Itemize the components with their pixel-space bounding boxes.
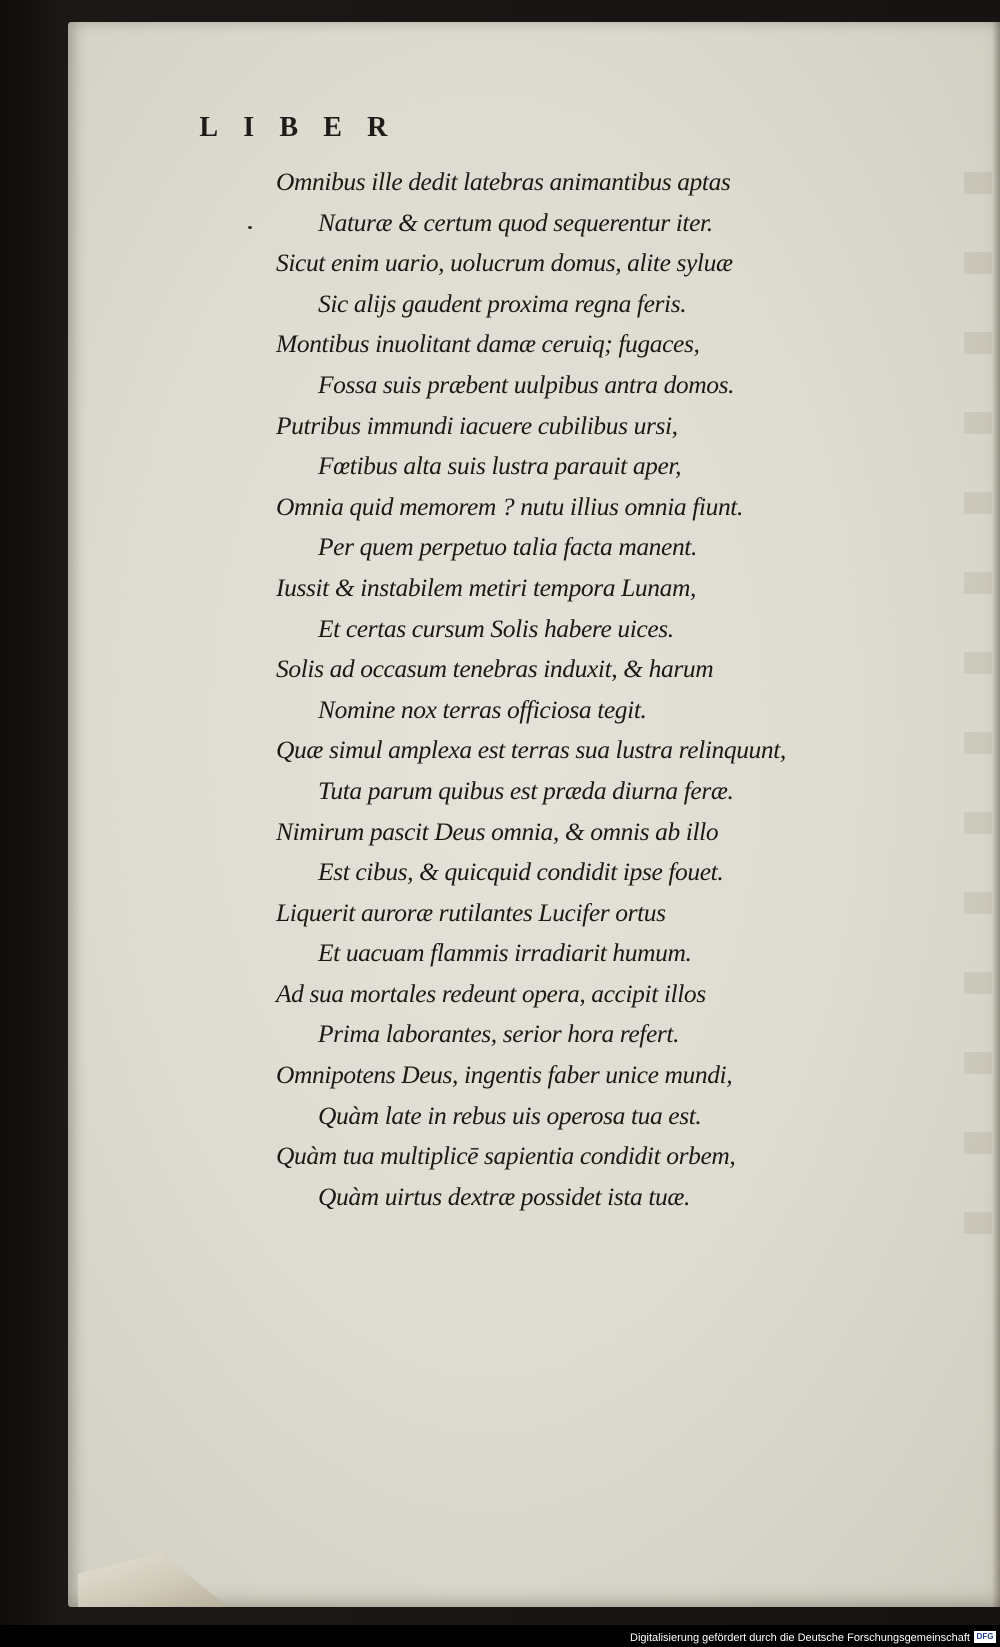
- verse-line: Sicut enim uario, uolucrum domus, alite syluæ: [276, 248, 733, 278]
- dfg-logo: DFG: [974, 1631, 996, 1643]
- verse-line: Putribus immundi iacuere cubilibus ursi,: [276, 410, 678, 440]
- verse-line: Omnibus ille dedit latebras animantibus aptas: [276, 167, 731, 196]
- verse-line: Omnia quid memorem ? nutu illius omnia fiunt.: [276, 491, 743, 521]
- verse-line: Prima laborantes, serior hora refert.: [318, 1019, 680, 1049]
- ink-speck: [248, 226, 252, 229]
- verse-line: Quàm uirtus dextræ possidet ista tuæ.: [318, 1181, 690, 1211]
- verse-line: Fœtibus alta suis lustra parauit aper,: [318, 451, 682, 481]
- footer-bar: [0, 1625, 1000, 1647]
- verse-line: Fossa suis præbent uulpibus antra domos.: [318, 369, 735, 399]
- verse-line: Omnipotens Deus, ingentis faber unice mundi,: [276, 1060, 733, 1090]
- verse-block: [276, 162, 916, 1217]
- verse-line: Nomine nox terras officiosa tegit.: [318, 694, 647, 724]
- verse-line: Quàm late in rebus uis operosa tua est.: [318, 1100, 702, 1130]
- verse-line: Ad sua mortales redeunt opera, accipit illos: [276, 978, 706, 1008]
- verse-line: Quæ simul amplexa est terras sua lustra relinquunt,: [276, 735, 786, 765]
- verse-line: Quàm tua multiplicē sapientia condidit orbem,: [276, 1141, 736, 1171]
- show-through-text: [964, 172, 992, 1272]
- verse-line: Et certas cursum Solis habere uices.: [318, 613, 674, 643]
- running-head: LIBER: [199, 112, 413, 143]
- verse-line: Naturæ & certum quod sequerentur iter.: [318, 207, 713, 237]
- verse-line: Est cibus, & quicquid condidit ipse fouet.: [318, 857, 724, 887]
- verse-line: Tuta parum quibus est præda diurna feræ.: [318, 775, 734, 805]
- verse-line: Nimirum pascit Deus omnia, & omnis ab illo: [276, 816, 719, 846]
- folded-corner: [78, 1552, 228, 1607]
- verse-line: Iussit & instabilem metiri tempora Lunam,: [276, 572, 696, 602]
- verse-line: Montibus inuolitant damæ ceruiq; fugaces,: [276, 329, 700, 359]
- verse-line: Per quem perpetuo talia facta manent.: [318, 532, 697, 562]
- verse-line: Sic alijs gaudent proxima regna feris.: [318, 288, 687, 318]
- page-edge-shadow: [992, 22, 1000, 1607]
- verse-line: Solis ad occasum tenebras induxit, & harum: [276, 654, 714, 684]
- funding-credit: Digitalisierung gefördert durch die Deutsche Forschungsgemeinschaft: [630, 1632, 970, 1644]
- verse-line: Et uacuam flammis irradiarit humum.: [318, 938, 692, 968]
- verse-line: Liquerit auroræ rutilantes Lucifer ortus: [276, 897, 666, 927]
